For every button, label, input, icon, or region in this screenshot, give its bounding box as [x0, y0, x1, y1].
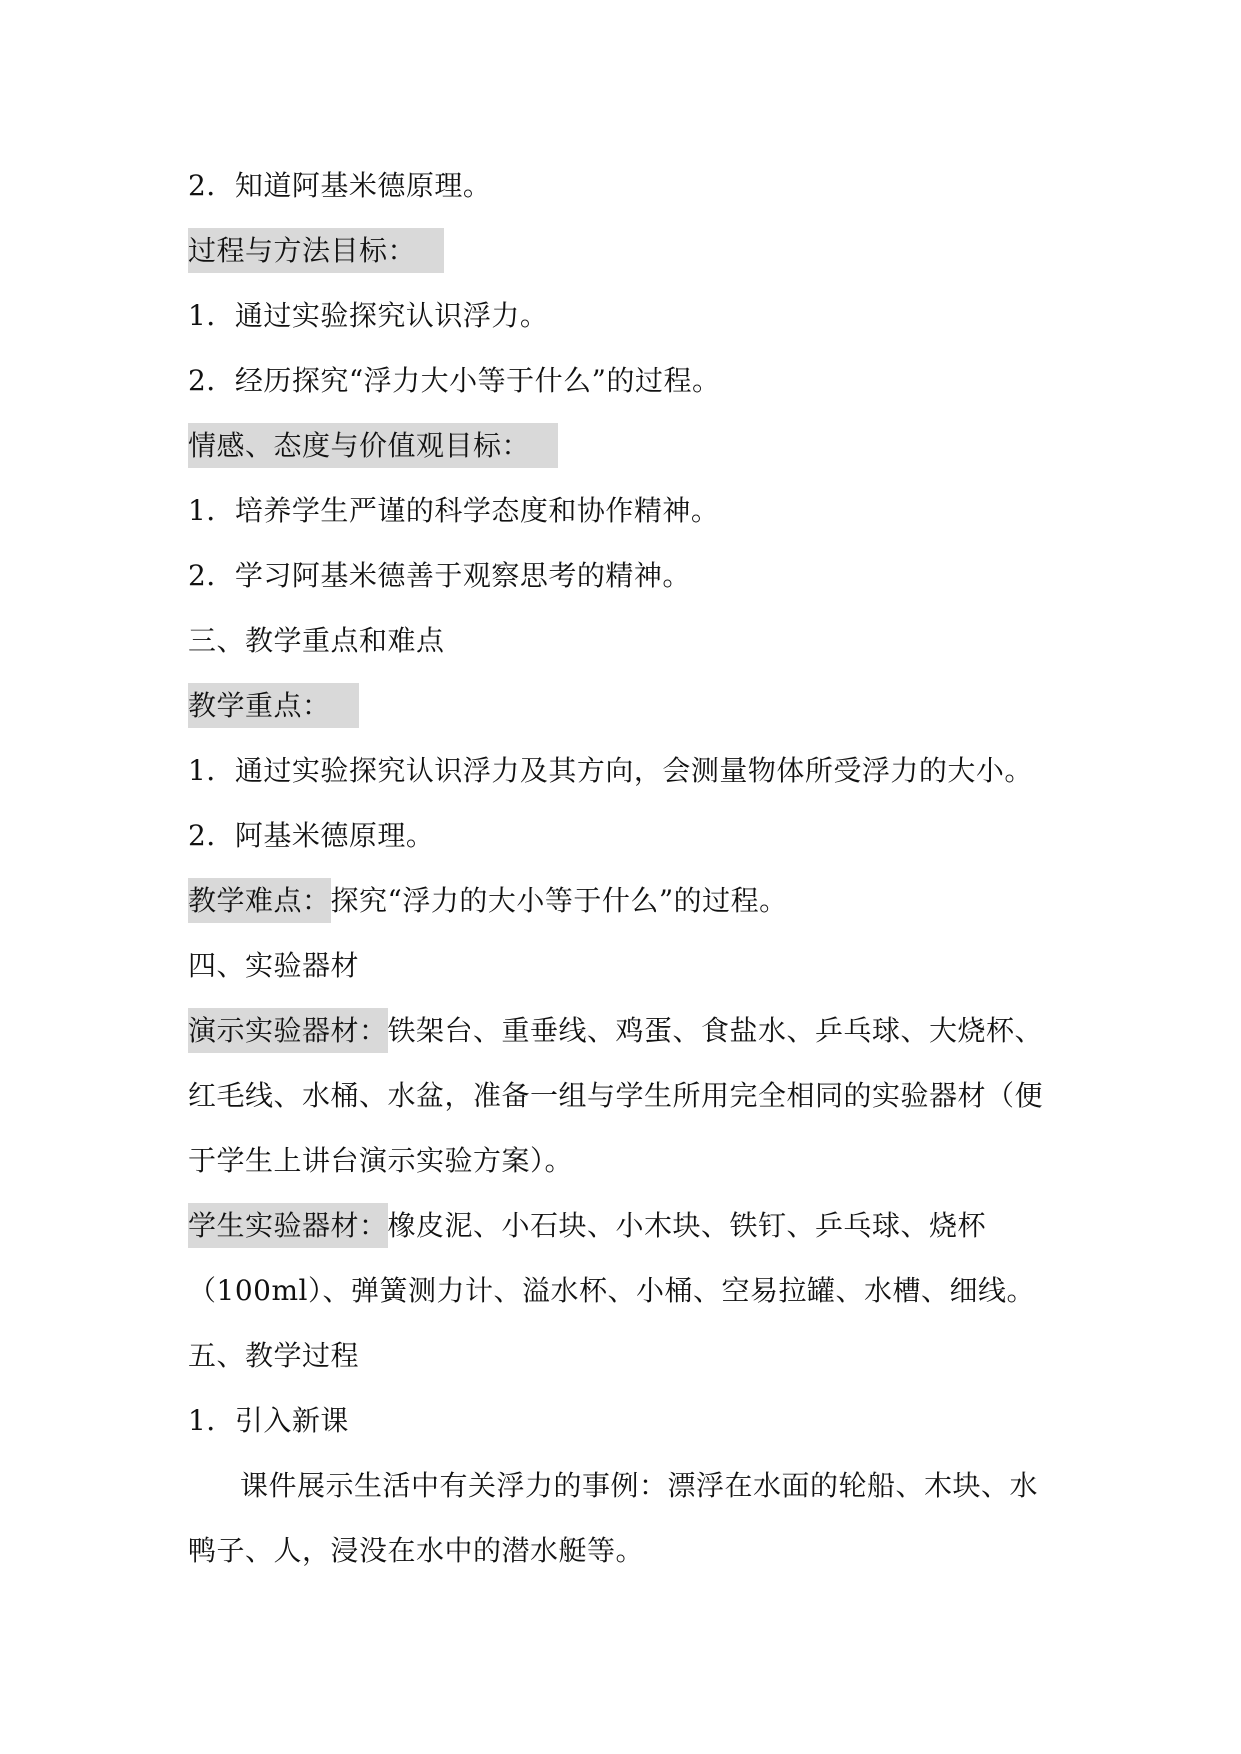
emotion-goals-heading — [188, 413, 1068, 478]
section-5-title: 五、教学过程 — [188, 1339, 360, 1372]
process-item-1: 1．通过实验探究认识浮力。 — [188, 299, 549, 332]
key-item-2: 2．阿基米德原理。 — [188, 819, 435, 852]
section-3-title: 三、教学重点和难点 — [188, 624, 445, 657]
demo-equipment-line-2: 红毛线、水桶、水盆，准备一组与学生所用完全相同的实验器材（便 — [188, 1079, 1044, 1112]
student-equipment-line-2: （100ml）、弹簧测力计、溢水杯、小桶、空易拉罐、水槽、细线。 — [188, 1274, 1035, 1307]
key-points-label: 教学重点： — [188, 683, 359, 728]
knowledge-item-2: 2．知道阿基米德原理。 — [188, 169, 492, 202]
step-1-paragraph-line-1: 课件展示生活中有关浮力的事例：漂浮在水面的轮船、木块、水 — [240, 1469, 1039, 1502]
emotion-item-1: 1．培养学生严谨的科学态度和协作精神。 — [188, 494, 720, 527]
difficulty-label: 教学难点： — [188, 878, 331, 923]
emotion-goals-label: 情感、态度与价值观目标： — [188, 423, 558, 468]
student-equipment-label: 学生实验器材： — [188, 1203, 388, 1248]
demo-equipment-text-1: 铁架台、重垂线、鸡蛋、食盐水、乒乓球、大烧杯、 — [387, 1014, 1044, 1047]
section-4-title: 四、实验器材 — [188, 949, 360, 982]
difficulty-text: 探究“浮力的大小等于什么”的过程。 — [330, 884, 788, 917]
student-equipment-line-1 — [188, 1193, 1068, 1258]
demo-equipment-label: 演示实验器材： — [188, 1008, 388, 1053]
key-item-1: 1．通过实验探究认识浮力及其方向，会测量物体所受浮力的大小。 — [188, 754, 1033, 787]
demo-equipment-line-3: 于学生上讲台演示实验方案）。 — [188, 1144, 574, 1177]
demo-equipment-line-1 — [188, 998, 1068, 1063]
step-1-paragraph-line-2: 鸭子、人，浸没在水中的潜水艇等。 — [188, 1534, 645, 1567]
process-item-2: 2．经历探究“浮力大小等于什么”的过程。 — [188, 364, 721, 397]
difficulty-line — [188, 868, 1068, 933]
process-goals-label: 过程与方法目标： — [188, 228, 444, 273]
emotion-item-2: 2．学习阿基米德善于观察思考的精神。 — [188, 559, 691, 592]
step-1-title: 1．引入新课 — [188, 1404, 349, 1437]
key-points-heading — [188, 673, 1068, 738]
process-goals-heading — [188, 218, 1068, 283]
document-page — [188, 153, 1068, 1583]
student-equipment-text-1: 橡皮泥、小石块、小木块、铁钉、乒乓球、烧杯 — [387, 1209, 987, 1242]
